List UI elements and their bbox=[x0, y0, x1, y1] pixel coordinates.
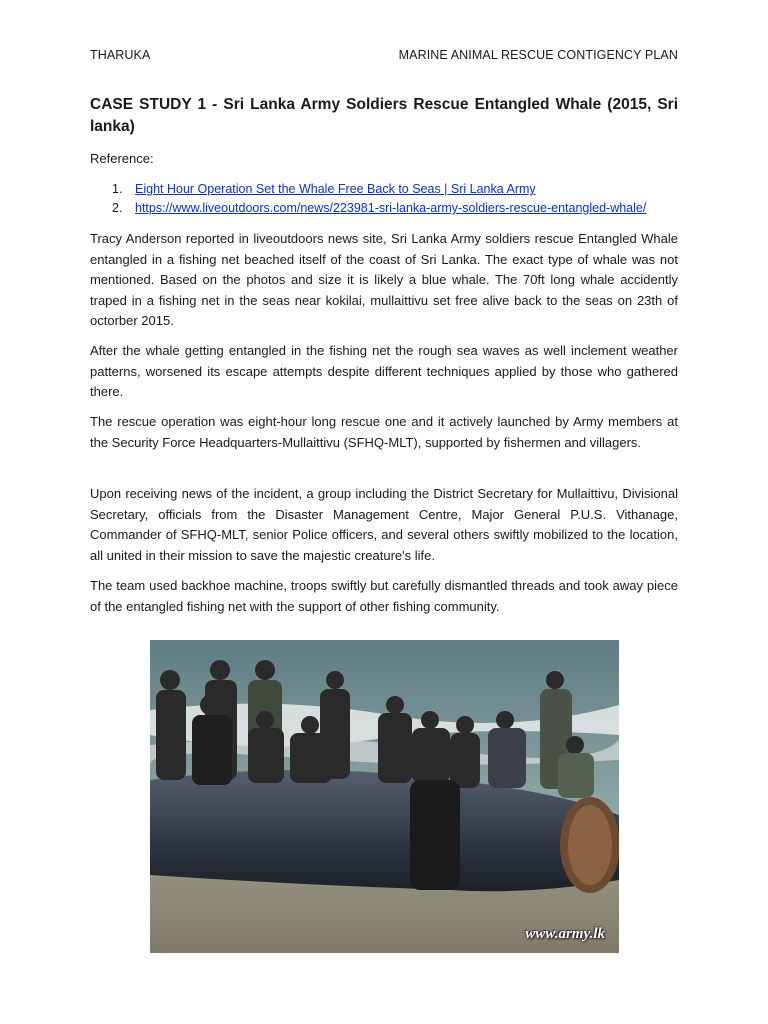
whale-rescue-photo bbox=[150, 640, 619, 953]
reference-list bbox=[112, 180, 646, 218]
body-paragraph: Tracy Anderson reported in liveoutdoors news site, Sri Lanka Army soldiers rescue Entangled Whale entangled in a fishing net beached itself of the coast of Sri Lanka. The exact type of whale was not mentioned. Based on the photos and size it is likely a blue whale. The 70ft long whale accidently traped in a fishing net in the seas near kokilai, mullaittivu set free alive back to the seas on 23th of octorber 2015. bbox=[90, 231, 678, 328]
body-paragraph: The team used backhoe machine, troops swiftly but carefully dismantled threads and took away piece of the entangled fishing net with the support of other fishing community. bbox=[90, 578, 678, 614]
reference-number: 1. bbox=[112, 182, 123, 196]
reference-item bbox=[112, 199, 646, 218]
reference-link[interactable]: Eight Hour Operation Set the Whale Free Back to Seas | Sri Lanka Army bbox=[135, 182, 536, 196]
body-paragraph: Upon receiving news of the incident, a group including the District Secretary for Mullaittivu, Divisional Secretary, officials from the Disaster Management Centre, Major General P.U.S. Vithanage, Commander of SFHQ-MLT, senior Police officers, and several others swiftly mobilized to the location, all united in their mission to save the majestic creature's life. bbox=[90, 486, 678, 563]
header-author: THARUKA bbox=[90, 48, 151, 62]
reference-number: 2. bbox=[112, 201, 123, 215]
case-study-title: CASE STUDY 1 - Sri Lanka Army Soldiers Rescue Entangled Whale (2015, Sri lanka) bbox=[90, 96, 678, 135]
reference-item bbox=[112, 180, 646, 199]
body-paragraph: The rescue operation was eight-hour long rescue one and it actively launched by Army members at the Security Force Headquarters-Mullaittivu (SFHQ-MLT), supported by fishermen and villagers. bbox=[90, 414, 678, 450]
photo-watermark: www.army.lk bbox=[525, 926, 605, 942]
reference-label: Reference: bbox=[90, 151, 154, 166]
photo-illustration bbox=[150, 640, 619, 953]
body-paragraph: After the whale getting entangled in the fishing net the rough sea waves as well inclement weather patterns, worsened its escape attempts despite different techniques applied by those who gathered there. bbox=[90, 343, 678, 399]
header-document-title: MARINE ANIMAL RESCUE CONTIGENCY PLAN bbox=[398, 48, 678, 62]
page-header bbox=[90, 48, 678, 62]
reference-link[interactable]: https://www.liveoutdoors.com/news/223981-sri-lanka-army-soldiers-rescue-entangled-whale/ bbox=[135, 201, 647, 215]
